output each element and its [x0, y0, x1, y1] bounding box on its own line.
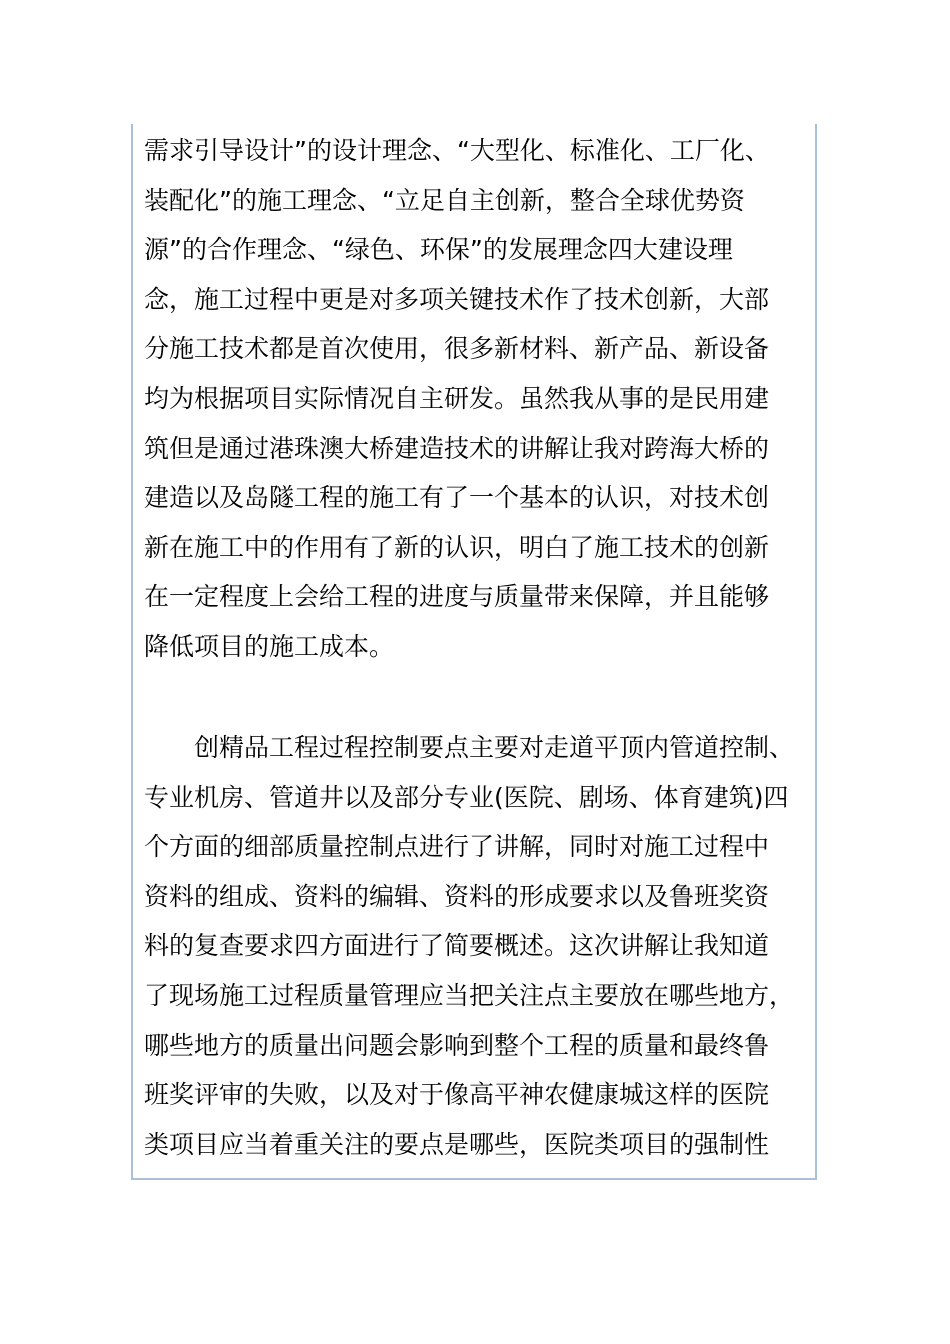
paragraph-line: 班奖评审的失败，以及对于像高平神农健康城这样的医院	[144, 1080, 770, 1110]
paragraph-line: 新在施工中的作用有了新的认识，明白了施工技术的创新	[144, 532, 770, 562]
paragraph-line: 需求引导设计”的设计理念、“大型化、标准化、工厂化、	[144, 136, 770, 165]
paragraph-line: 念，施工过程中更是对多项关键技术作了技术创新，大部	[144, 284, 770, 314]
paragraph-line: 哪些地方的质量出问题会影响到整个工程的质量和最终鲁	[144, 1030, 770, 1060]
paragraph-line: 降低项目的施工成本。	[144, 631, 395, 661]
paragraph-line: 装配化”的施工理念、“立足自主创新，整合全球优势资	[144, 185, 745, 215]
paragraph-line: 类项目应当着重关注的要点是哪些，医院类项目的强制性	[144, 1129, 770, 1159]
paragraph-line: 分施工技术都是首次使用，很多新材料、新产品、新设备	[144, 334, 770, 364]
paragraph-line: 资料的组成、资料的编辑、资料的形成要求以及鲁班奖资	[144, 881, 770, 911]
paragraph-1	[144, 126, 804, 672]
paragraph-line: 均为根据项目实际情况自主研发。虽然我从事的是民用建	[144, 383, 770, 413]
paragraph-line: 料的复查要求四方面进行了简要概述。这次讲解让我知道	[144, 931, 770, 961]
paragraph-line: 个方面的细部质量控制点进行了讲解，同时对施工过程中	[144, 832, 770, 862]
paragraph-line: 筑但是通过港珠澳大桥建造技术的讲解让我对跨海大桥的	[144, 433, 770, 463]
paragraph-line: 在一定程度上会给工程的进度与质量带来保障，并且能够	[144, 582, 770, 612]
paragraph-line: 源”的合作理念、“绿色、环保”的发展理念四大建设理	[144, 235, 733, 265]
paragraph-2	[144, 723, 804, 1169]
paragraph-line: 创精品工程过程控制要点主要对走道平顶内管道控制、	[194, 733, 795, 762]
paragraph-line: 了现场施工过程质量管理应当把关注点主要放在哪些地方，	[144, 980, 795, 1010]
paragraph-line: 建造以及岛隧工程的施工有了一个基本的认识，对技术创	[144, 483, 770, 513]
paragraph-line: 专业机房、管道井以及部分专业(医院、剧场、体育建筑)四	[144, 782, 789, 812]
